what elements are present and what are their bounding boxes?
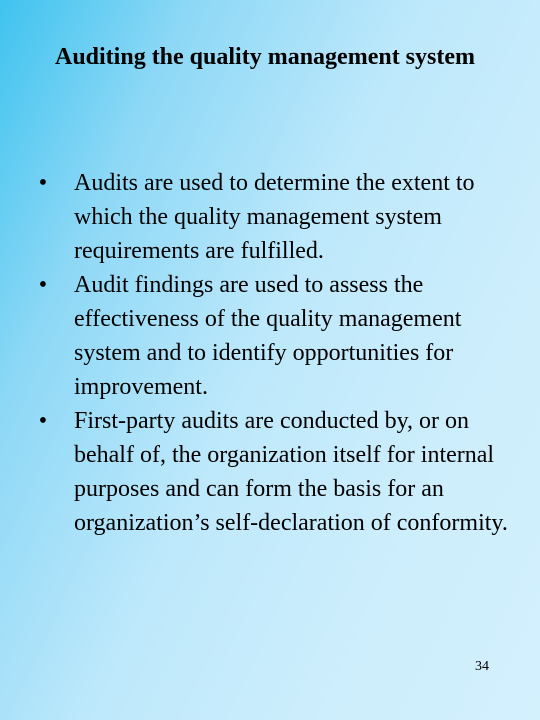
bullet-list [0, 166, 540, 540]
bullet-dot-icon: • [38, 408, 48, 434]
bullet-item [0, 404, 540, 540]
bullet-text: Audits are used to determine the extent to which the quality management system requirements are fulfilled. [74, 170, 475, 264]
bullet-dot-icon: • [38, 170, 48, 196]
bullet-dot-icon: • [38, 272, 48, 298]
bullet-item [0, 166, 540, 268]
slide-title: Auditing the quality management system [54, 44, 475, 70]
page-number: 34 [475, 659, 489, 674]
bullet-text: First-party audits are conducted by, or on behalf of, the organization itself for internal purposes and can form the basis for an organization’s self-declaration of conformity. [74, 408, 508, 536]
bullet-item [0, 268, 540, 404]
bullet-text: Audit findings are used to assess the effectiveness of the quality management system and to identify opportunities for improvement. [74, 272, 462, 400]
